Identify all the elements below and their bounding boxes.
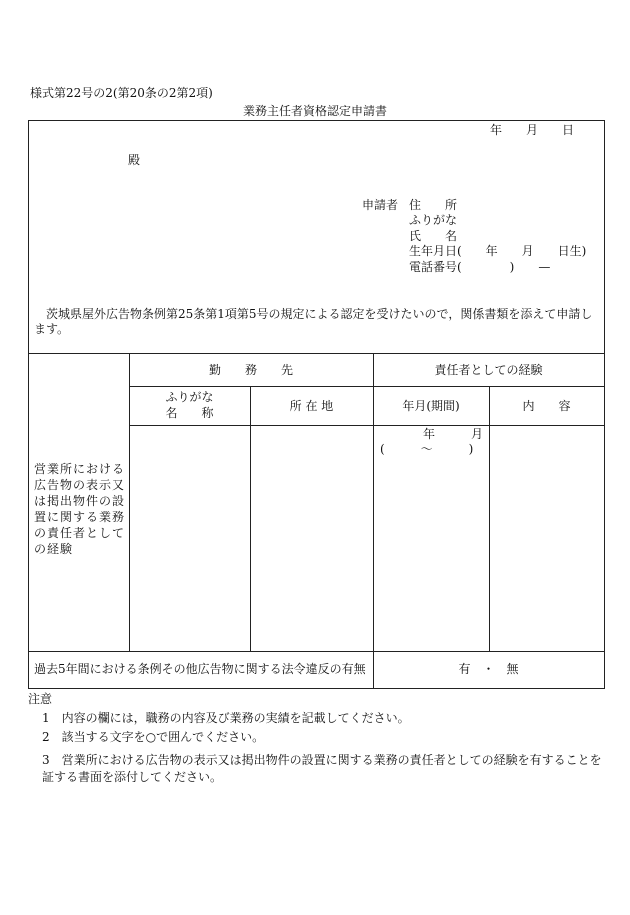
period-column-header: 年月(期間) — [402, 399, 460, 413]
violation-options: 有 ・ 無 — [458, 662, 519, 676]
location-column-header: 所 在 地 — [289, 399, 334, 413]
period-entry-year-month: 年 月 — [423, 427, 484, 441]
note-item-2: 2 該当する文字を○で囲んでください。 — [42, 730, 265, 744]
frame-bottom-border — [28, 688, 605, 689]
content-column-header: 内 容 — [522, 399, 571, 413]
experience-table-bottom-border — [28, 651, 605, 652]
frame-left-border — [28, 120, 29, 688]
applicant-furigana-label: ふりがな — [409, 213, 458, 227]
applicant-birthdate-label: 生年月日( 年 月 日生) — [409, 244, 587, 258]
date-line: 年 月 日 — [490, 123, 575, 137]
workplace-header: 勤 務 先 — [208, 363, 293, 377]
experience-table-top-border — [28, 353, 605, 354]
name-column-furigana: ふりがな — [165, 390, 214, 404]
name-column-divider — [250, 386, 251, 651]
addressee-suffix: 殿 — [128, 153, 141, 167]
frame-top-border — [28, 120, 605, 121]
violation-label: 過去5年間における条例その他広告物に関する法令違反の有無 — [34, 662, 366, 676]
form-number: 様式第22号の2(第20条の2第2項) — [30, 86, 213, 100]
header-divider — [129, 386, 605, 387]
name-column-header: 名 称 — [165, 406, 214, 420]
note-item-1: 1 内容の欄には，職務の内容及び業務の実績を記載してください。 — [42, 711, 410, 725]
frame-right-border — [604, 120, 605, 688]
period-entry-range: ( 〜 ) — [380, 442, 474, 456]
page-title: 業務主任者資格認定申請書 — [242, 104, 387, 118]
subheader-divider — [129, 425, 605, 426]
experience-row-label: 営業所における広告物の表示又は掲出物件の設置に関する業務の責任者としての経験 — [34, 462, 126, 556]
applicant-label: 申請者 — [362, 198, 399, 212]
notes-heading: 注意 — [28, 692, 53, 706]
period-column-divider — [489, 386, 490, 651]
note-item-3: 3 営業所における広告物の表示又は掲出物件の設置に関する業務の責任者としての経験を有することを証する書面を添付してください。 — [42, 753, 602, 784]
applicant-address-label: 住 所 — [409, 198, 458, 212]
responsibility-header: 責任者としての経験 — [434, 363, 543, 377]
applicant-name-label: 氏 名 — [409, 229, 458, 243]
applicant-phone-label: 電話番号( ) — — [409, 260, 551, 274]
declaration-text: 茨城県屋外広告物条例第25条第1項第5号の規定による認定を受けたいので，関係書類を添えて申請します。 — [34, 307, 593, 336]
